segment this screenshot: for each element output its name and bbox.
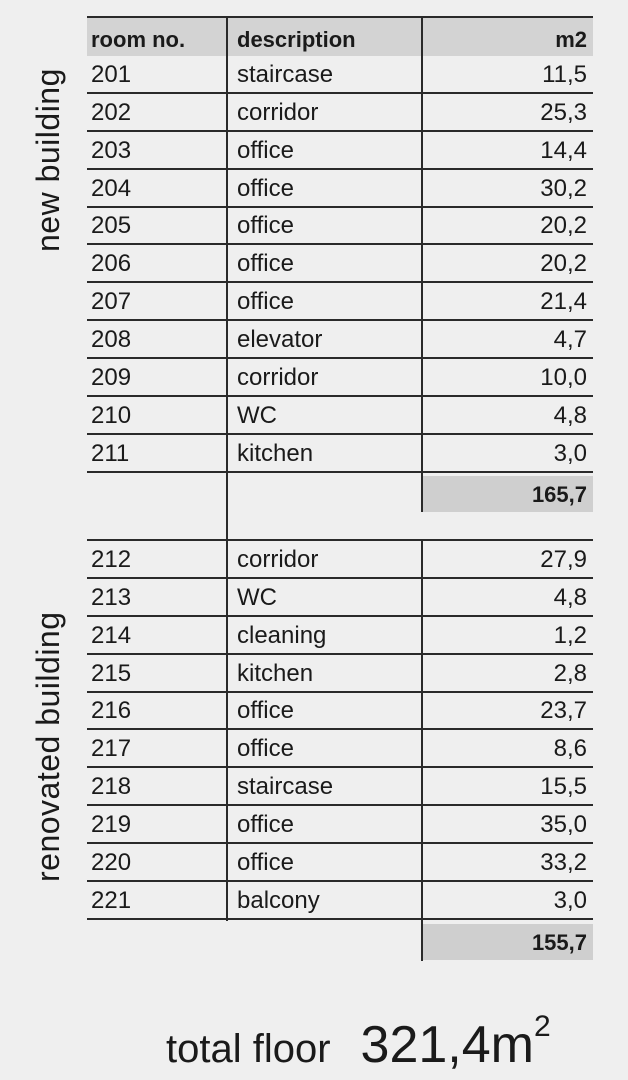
room-area: 2,8 <box>553 659 587 687</box>
renovated-building-subtotal <box>422 924 593 960</box>
table-row <box>87 321 593 359</box>
table-row <box>87 435 593 473</box>
renovated-building-table <box>87 541 593 920</box>
room-area: 27,9 <box>540 545 587 573</box>
room-number: 207 <box>91 288 132 316</box>
room-area: 8,6 <box>553 735 587 763</box>
room-number: 213 <box>91 583 132 611</box>
room-description: office <box>237 288 294 316</box>
room-number: 208 <box>91 326 132 354</box>
room-area: 23,7 <box>540 697 587 725</box>
header-room-no: room no. <box>91 27 186 52</box>
total-floor-label: total floor <box>166 1027 331 1071</box>
table-row <box>87 170 593 208</box>
table-row <box>87 283 593 321</box>
room-description: office <box>237 697 294 725</box>
new-building-subtotal <box>422 476 593 512</box>
room-area: 25,3 <box>540 98 587 126</box>
room-number: 218 <box>91 773 132 801</box>
room-number: 209 <box>91 364 132 392</box>
room-number: 216 <box>91 697 132 725</box>
room-area: 3,0 <box>553 886 587 914</box>
room-area: 3,0 <box>553 439 587 467</box>
room-description: balcony <box>237 886 320 914</box>
column-divider-4 <box>421 541 423 961</box>
room-description: elevator <box>237 326 323 354</box>
room-description: WC <box>237 401 277 429</box>
total-floor-unit-superscript: 2 <box>533 1010 551 1043</box>
table-row <box>87 693 593 731</box>
room-area: 15,5 <box>540 773 587 801</box>
room-number: 210 <box>91 401 132 429</box>
room-description: corridor <box>237 545 319 573</box>
table-row <box>87 208 593 246</box>
table-row <box>87 844 593 882</box>
room-description: kitchen <box>237 439 314 467</box>
room-area: 20,2 <box>540 250 587 278</box>
column-divider-3 <box>226 541 228 921</box>
room-area: 14,4 <box>540 136 587 164</box>
table-row <box>87 56 593 94</box>
room-area: 35,0 <box>540 811 587 839</box>
room-area: 33,2 <box>540 849 587 877</box>
room-description: office <box>237 250 294 278</box>
table-row <box>87 94 593 132</box>
table-row <box>87 397 593 435</box>
header-m2: m2 <box>555 27 587 52</box>
room-area: 21,4 <box>540 288 587 316</box>
room-area: 4,7 <box>553 326 587 354</box>
room-description: corridor <box>237 98 319 126</box>
room-number: 201 <box>91 60 132 88</box>
room-description: office <box>237 735 294 763</box>
column-divider-2 <box>421 18 423 512</box>
table-row <box>87 806 593 844</box>
room-description: office <box>237 849 294 877</box>
room-number: 203 <box>91 136 132 164</box>
room-description: office <box>237 212 294 240</box>
room-description: cleaning <box>237 621 327 649</box>
table-row <box>87 617 593 655</box>
renovated-building-subtotal-value: 155,7 <box>531 930 587 955</box>
total-floor <box>166 1010 551 1075</box>
room-area: 4,8 <box>553 401 587 429</box>
room-description: office <box>237 174 294 202</box>
table-row <box>87 768 593 806</box>
room-description: office <box>237 136 294 164</box>
header-description: description <box>237 27 356 52</box>
room-number: 220 <box>91 849 132 877</box>
room-area: 10,0 <box>540 364 587 392</box>
room-number: 211 <box>91 439 130 467</box>
room-area: 20,2 <box>540 212 587 240</box>
table-row <box>87 579 593 617</box>
room-area: 30,2 <box>540 174 587 202</box>
table-top-border <box>87 16 593 18</box>
table-row <box>87 245 593 283</box>
total-floor-value: 321,4m <box>360 1016 534 1074</box>
room-description: WC <box>237 583 277 611</box>
new-building-table <box>87 56 593 473</box>
room-description: staircase <box>237 60 334 88</box>
room-number: 221 <box>91 886 132 914</box>
column-divider-1 <box>226 18 228 540</box>
room-number: 217 <box>91 735 132 763</box>
renovated-building-label: renovated building <box>30 611 66 882</box>
room-number: 215 <box>91 659 132 687</box>
new-building-subtotal-value: 165,7 <box>531 482 587 507</box>
room-area: 11,5 <box>542 60 587 88</box>
room-number: 206 <box>91 250 132 278</box>
room-number: 212 <box>91 545 132 573</box>
table-row <box>87 655 593 693</box>
room-description: office <box>237 811 294 839</box>
room-number: 214 <box>91 621 132 649</box>
room-number: 202 <box>91 98 132 126</box>
table-row <box>87 132 593 170</box>
room-number: 205 <box>91 212 132 240</box>
table-header <box>87 18 593 56</box>
room-area: 1,2 <box>553 621 587 649</box>
table-row <box>87 541 593 579</box>
table-row <box>87 359 593 397</box>
table-row <box>87 730 593 768</box>
room-description: kitchen <box>237 659 314 687</box>
new-building-label: new building <box>30 68 66 252</box>
room-description: corridor <box>237 364 319 392</box>
room-area: 4,8 <box>553 583 587 611</box>
room-number: 204 <box>91 174 132 202</box>
room-number: 219 <box>91 811 132 839</box>
room-description: staircase <box>237 773 334 801</box>
table-row <box>87 882 593 920</box>
